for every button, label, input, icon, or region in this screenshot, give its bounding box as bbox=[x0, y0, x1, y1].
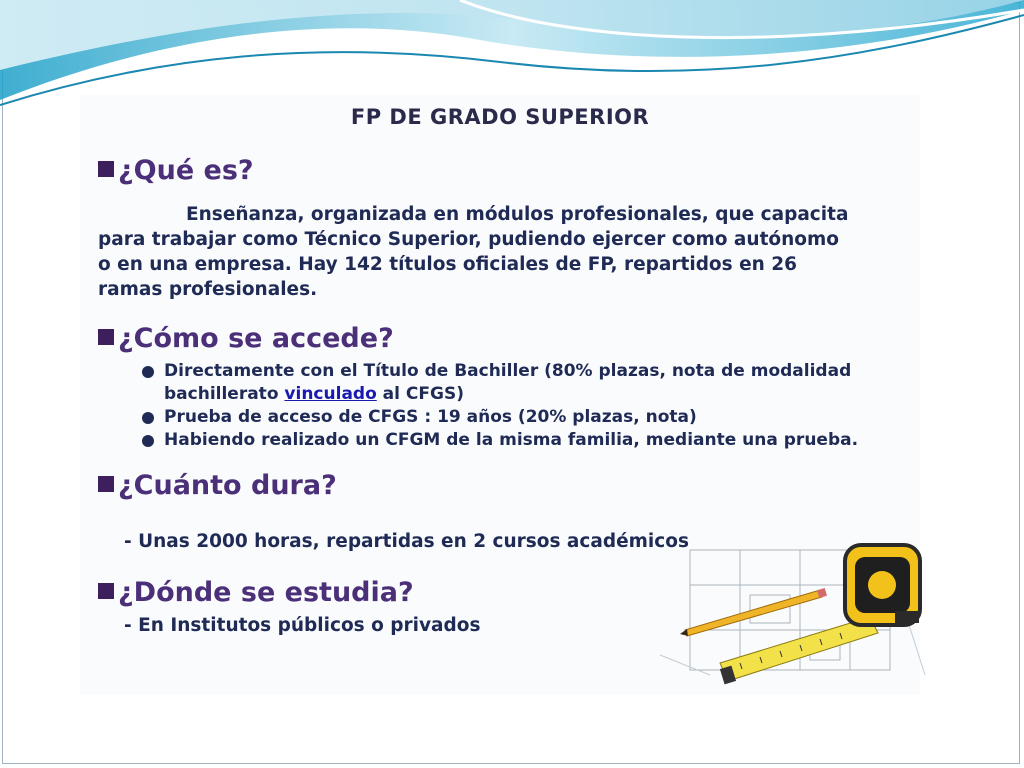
paragraph-line: para trabajar como Técnico Superior, pudiendo ejercer como autónomo bbox=[98, 229, 840, 250]
heading-cuanto-dura bbox=[98, 470, 337, 501]
heading-que-es bbox=[98, 155, 254, 186]
access-bullets bbox=[142, 360, 902, 452]
paragraph-que-es bbox=[98, 202, 868, 302]
bullet-dot-icon bbox=[142, 412, 154, 424]
slide-title: FP DE GRADO SUPERIOR bbox=[350, 105, 650, 129]
heading-text: ¿Qué es? bbox=[118, 155, 254, 186]
bullet-dot-icon bbox=[142, 435, 154, 447]
vinculado-link[interactable]: vinculado bbox=[284, 384, 377, 404]
square-bullet-icon bbox=[98, 329, 114, 345]
bullet-item: Prueba de acceso de CFGS : 19 años (20% plazas, nota) bbox=[142, 406, 902, 429]
tape-measure-illustration bbox=[650, 535, 930, 695]
square-bullet-icon bbox=[98, 161, 114, 177]
square-bullet-icon bbox=[98, 583, 114, 599]
heading-text: ¿Dónde se estudia? bbox=[118, 577, 414, 608]
heading-como-se-accede bbox=[98, 323, 394, 354]
duration-text: - Unas 2000 horas, repartidas en 2 cursos académicos bbox=[124, 531, 689, 552]
heading-text: ¿Cuánto dura? bbox=[118, 470, 337, 501]
bullet-item: Directamente con el Título de Bachiller (80% plazas, nota de modalidad bachillerato vinculado al CFGS) bbox=[142, 360, 902, 406]
paragraph-line: o en una empresa. Hay 142 títulos oficiales de FP, repartidos en 26 bbox=[98, 254, 797, 275]
paragraph-line: ramas profesionales. bbox=[98, 279, 318, 300]
paragraph-line: Enseñanza, organizada en módulos profesionales, que capacita bbox=[186, 204, 849, 225]
location-text: - En Institutos públicos o privados bbox=[124, 615, 481, 636]
heading-text: ¿Cómo se accede? bbox=[118, 323, 394, 354]
heading-donde-se-estudia bbox=[98, 577, 414, 608]
square-bullet-icon bbox=[98, 476, 114, 492]
bullet-item: Habiendo realizado un CFGM de la misma familia, mediante una prueba. bbox=[142, 429, 902, 452]
bullet-dot-icon bbox=[142, 366, 154, 378]
